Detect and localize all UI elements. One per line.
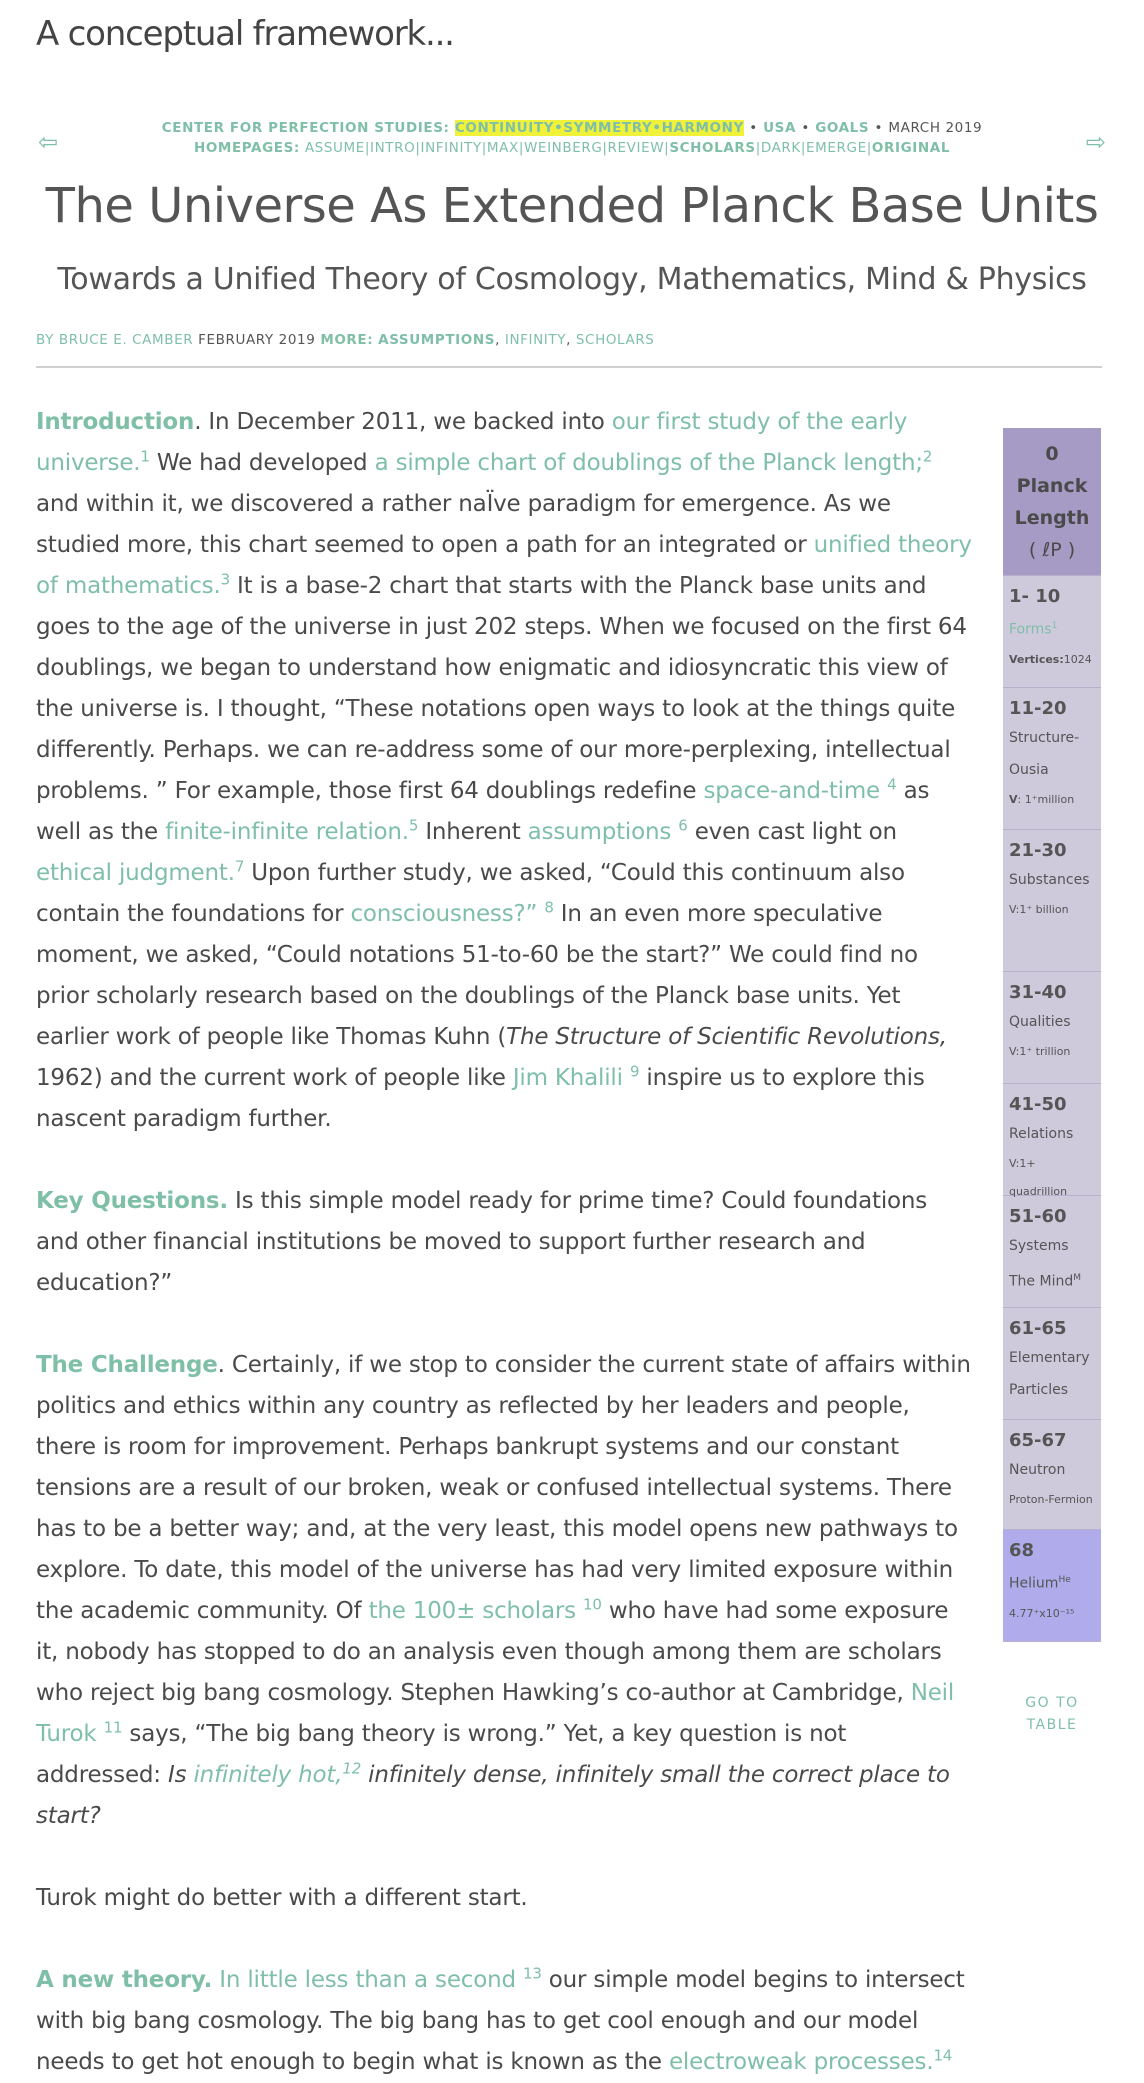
sidebar-top-line2: Length	[1014, 507, 1090, 529]
more-link-assumptions[interactable]: ASSUMPTIONS	[378, 332, 496, 348]
footnote-ref[interactable]: 12	[342, 1759, 362, 1778]
footnote-ref[interactable]: 10	[583, 1595, 602, 1614]
body-text: . In December 2011, we backed into	[194, 409, 612, 435]
go-to-line: GO TO	[1025, 1695, 1079, 1711]
sidebar-label: Qualities	[1009, 1014, 1071, 1030]
body-text: and within it, we discovered a rather naÏve paradigm for emergence. As we studied more, this chart seemed to open a path for an integrated or	[36, 491, 891, 558]
sidebar-label: Structure-	[1009, 730, 1080, 746]
homepage-link-assume[interactable]: ASSUME	[304, 140, 365, 156]
next-arrow-icon[interactable]: ⇨	[1085, 128, 1106, 156]
challenge-paragraph	[36, 1345, 976, 1837]
footnote-ref[interactable]: 2	[922, 447, 933, 466]
more-link-infinity[interactable]: INFINITY	[504, 332, 567, 348]
sidebar-top-line1: Planck	[1016, 475, 1088, 497]
nav-row-2: HOMEPAGES: ASSUME|INTRO|INFINITY|MAX|WEINBERG|REVIEW|SCHOLARS|DARK|EMERGE|ORIGINAL	[193, 140, 951, 156]
byline: BY BRUCE E. CAMBER FEBRUARY 2019 MORE: ASSUMPTIONS, INFINITY, SCHOLARS	[36, 332, 655, 348]
footnote-link[interactable]: electroweak processes.	[668, 2049, 934, 2075]
footnote-link[interactable]: a simple chart of doublings of the Planck length;	[374, 450, 923, 476]
sidebar-range: 21-30	[1009, 840, 1067, 861]
body-text: 1962) and the current work of people like	[36, 1065, 513, 1091]
challenge-heading: The Challenge	[36, 1352, 218, 1378]
sidebar-sub: V:1⁺ trillion	[1009, 1045, 1071, 1058]
site-title[interactable]: A conceptual framework...	[36, 14, 454, 54]
body-text: In an even more speculative moment, we asked, “Could notations 51-to-60 be the start?” We could find no prior scholarly research based on the doublings of the Planck base units. Yet earlier work of people like Thomas Kuhn (	[36, 901, 918, 1050]
key-questions-paragraph	[36, 1181, 976, 1304]
body-text: We had developed	[149, 450, 375, 476]
body-text: our simple model begins to intersect with big bang cosmology. The big bang has to get cool enough and our model needs to get hot enough to begin what is known as the	[36, 1967, 965, 2075]
go-to-table-link[interactable]	[1003, 1692, 1101, 1736]
body-text: It is a base-2 chart that starts with the Planck base units and goes to the age of the universe in just 202 steps. When we focused on the first 64 doublings, we began to understand how enigmatic and idiosyncratic this view of the universe is. I thought, “These notations open ways to look at the things quite differently. Perhaps. we can re-address some of our more-perplexing, intellectual problems. ” For example, those first 64 doublings redefine	[36, 573, 967, 804]
article-body	[36, 402, 976, 2083]
footnote-link[interactable]: the 100± scholars	[368, 1598, 576, 1624]
sidebar-range: 41-50	[1009, 1094, 1067, 1115]
sidebar-sub: Proton-Fermion	[1009, 1493, 1093, 1506]
sidebar-label: Ousia	[1009, 762, 1049, 778]
author-link[interactable]: BY BRUCE E. CAMBER	[36, 332, 194, 348]
sidebar-row-21-30[interactable]	[1003, 830, 1101, 972]
sidebar-label: Helium$^{He}$	[1009, 1575, 1071, 1592]
sidebar-row-1-10[interactable]	[1003, 576, 1101, 688]
sidebar-row-31-40[interactable]	[1003, 972, 1101, 1084]
homepage-link-weinberg[interactable]: WEINBERG	[523, 140, 603, 156]
sidebar-sub: V:1+ quadrillion	[1009, 1157, 1068, 1198]
nav-link-harmony[interactable]: HARMONY	[661, 120, 744, 136]
nav-dot: •	[801, 120, 810, 136]
nav-date: MARCH 2019	[888, 120, 983, 136]
homepage-link-review[interactable]: REVIEW	[607, 140, 665, 156]
footnote-ref[interactable]: 4	[887, 775, 897, 794]
nav-dot: •	[749, 120, 758, 136]
footnote-link[interactable]: our first study of the early universe.	[36, 409, 908, 476]
nav-dot: •	[874, 120, 884, 136]
footnote-link[interactable]: space-and-time	[703, 778, 881, 804]
body-text: Inherent	[418, 819, 528, 845]
homepage-link-dark[interactable]: DARK	[760, 140, 801, 156]
intro-paragraph	[36, 402, 976, 1140]
book-title: The Structure of Scientific Revolutions,	[506, 1024, 947, 1050]
homepages-label: HOMEPAGES:	[193, 140, 300, 156]
homepage-link-emerge[interactable]: EMERGE	[806, 140, 867, 156]
footnote-ref[interactable]: 5	[408, 816, 419, 835]
body-text: who have had some exposure it, nobody has stopped to do an analysis even though among them are scholars who reject big bang cosmology. Stephen Hawking’s co-author at Cambridge,	[36, 1598, 949, 1706]
table-line: TABLE	[1026, 1717, 1078, 1733]
page-title: The Universe As Extended Planck Base Units	[45, 178, 1099, 234]
footnote-link[interactable]: unified theory of mathematics.	[36, 532, 972, 599]
sidebar-top-symbol: ( ℓP )	[1028, 539, 1076, 561]
body-text: says, “The big bang theory is wrong.” Yet, a key question is not addressed:	[36, 1721, 847, 1788]
nav-row-1	[0, 120, 1144, 136]
sidebar-row-68[interactable]	[1003, 1530, 1101, 1642]
nav-link-goals[interactable]: GOALS	[815, 120, 870, 136]
footnote-ref[interactable]: 11	[103, 1718, 123, 1737]
sidebar-range: 11-20	[1009, 698, 1067, 719]
sidebar-label: Neutron	[1009, 1462, 1066, 1478]
intro-heading: Introduction	[36, 409, 195, 435]
nav-link-usa[interactable]: USA	[763, 120, 797, 136]
sidebar-label: Particles	[1009, 1382, 1069, 1398]
divider	[36, 366, 1102, 368]
body-text: Upon further study, we asked, “Could this continuum also contain the foundations for	[36, 860, 905, 927]
footnote-ref[interactable]: 9	[629, 1062, 640, 1081]
footnote-ref[interactable]: 8	[544, 898, 554, 917]
sidebar-label: Systems	[1009, 1238, 1069, 1254]
key-questions-heading: Key Questions.	[36, 1188, 228, 1214]
footnote-link[interactable]: Jim Khalili	[512, 1065, 623, 1091]
sidebar-row-65-67[interactable]	[1003, 1420, 1101, 1530]
body-text: . Certainly, if we stop to consider the current state of affairs within politics and ethics within any country as reflected by her leaders and people, there is room for improvement. Perhaps bankrupt systems and our constant tensions are a result of our broken, weak or confused intellectual systems. There has to be a better way; and, at the very least, this model opens new pathways to explore. To date, this model of the universe has had very limited exposure within the academic community. Of	[36, 1352, 971, 1624]
sidebar-label[interactable]: Forms$^1$	[1009, 621, 1058, 638]
footnote-ref[interactable]: 1	[140, 447, 150, 466]
homepage-link-intro[interactable]: INTRO	[370, 140, 416, 156]
sidebar-sub: V: 1⁺million	[1009, 793, 1075, 806]
footnote-link[interactable]: infinitely hot,	[193, 1762, 343, 1788]
sidebar-range: 1- 10	[1009, 586, 1061, 607]
sidebar-top-num: 0	[1045, 443, 1059, 465]
sidebar-range: 68	[1009, 1540, 1035, 1561]
footnote-ref[interactable]: 13	[523, 1964, 542, 1983]
sidebar-sub: 4.77⁺x10⁻¹⁵	[1009, 1606, 1075, 1620]
footnote-link[interactable]: assumptions	[527, 819, 672, 845]
sidebar-sub: V:1⁺ billion	[1009, 903, 1069, 916]
nav-dot: •	[652, 120, 662, 136]
footnote-ref[interactable]: 14	[933, 2046, 953, 2065]
sidebar-top-cell[interactable]	[1003, 428, 1101, 576]
sidebar-label: Elementary	[1009, 1350, 1090, 1366]
sidebar-range: 51-60	[1009, 1206, 1067, 1227]
sidebar-sub: Vertices:1024	[1009, 652, 1092, 666]
footnote-link[interactable]: In little less than a second	[219, 1967, 516, 1993]
sidebar-range: 65-67	[1009, 1430, 1067, 1451]
new-theory-heading: A new theory.	[36, 1967, 213, 1993]
nav-dot: •	[554, 120, 564, 136]
footnote-ref[interactable]: 7	[234, 857, 245, 876]
turok-paragraph: Turok might do better with a different start.	[36, 1885, 528, 1911]
article-date: FEBRUARY 2019	[198, 332, 316, 348]
italic-question: Is infinitely hot,$^{12}$ infinitely dense, infinitely small the correct place to start?	[36, 1759, 950, 1829]
homepage-link-infinity[interactable]: INFINITY	[420, 140, 482, 156]
nav-prefix[interactable]: CENTER FOR PERFECTION STUDIES:	[161, 120, 450, 136]
nav-link-symmetry[interactable]: SYMMETRY	[563, 120, 653, 136]
top-nav	[0, 120, 1144, 156]
nav-link-continuity[interactable]: CONTINUITY	[454, 120, 555, 136]
sidebar-row-11-20[interactable]	[1003, 688, 1101, 830]
footnote-link[interactable]: Neil Turok	[36, 1680, 955, 1747]
sidebar-row-41-50[interactable]	[1003, 1084, 1101, 1196]
homepage-link-max[interactable]: MAX	[486, 140, 519, 156]
footnote-link[interactable]: finite-infinite relation.	[165, 819, 409, 845]
page-subtitle: Towards a Unified Theory of Cosmology, Mathematics, Mind & Physics	[57, 262, 1087, 297]
footnote-ref[interactable]: 6	[678, 816, 688, 835]
sidebar-row-61-65[interactable]	[1003, 1308, 1101, 1420]
homepage-link-original[interactable]: ORIGINAL	[871, 140, 951, 156]
prev-arrow-icon[interactable]: ⇦	[38, 128, 59, 156]
body-text: inspire us to explore this nascent paradigm further.	[36, 1065, 925, 1132]
sidebar-label: The Mind$^M$	[1009, 1273, 1081, 1290]
body-text: even cast light on	[687, 819, 897, 845]
sidebar-label: Relations	[1009, 1126, 1074, 1142]
footnote-link[interactable]: ethical judgment.	[36, 860, 235, 886]
new-theory-paragraph	[36, 1960, 976, 2083]
body-text: as well as the	[36, 778, 930, 845]
body-text: Is this simple model ready for prime time? Could foundations and other financial institutions be moved to support further research and education?”	[36, 1188, 928, 1296]
sidebar-range: 61-65	[1009, 1318, 1067, 1339]
sidebar-label: Substances	[1009, 872, 1090, 888]
more-link-scholars[interactable]: SCHOLARS	[575, 332, 655, 348]
footnote-link[interactable]: consciousness?”	[350, 901, 538, 927]
sidebar-row-51-60[interactable]	[1003, 1196, 1101, 1308]
footnote-ref[interactable]: 3	[220, 570, 230, 589]
planck-sidebar-table	[1003, 428, 1101, 1642]
homepage-link-scholars[interactable]: SCHOLARS	[669, 140, 756, 156]
more-label: MORE:	[320, 332, 374, 348]
sidebar-range: 31-40	[1009, 982, 1067, 1003]
